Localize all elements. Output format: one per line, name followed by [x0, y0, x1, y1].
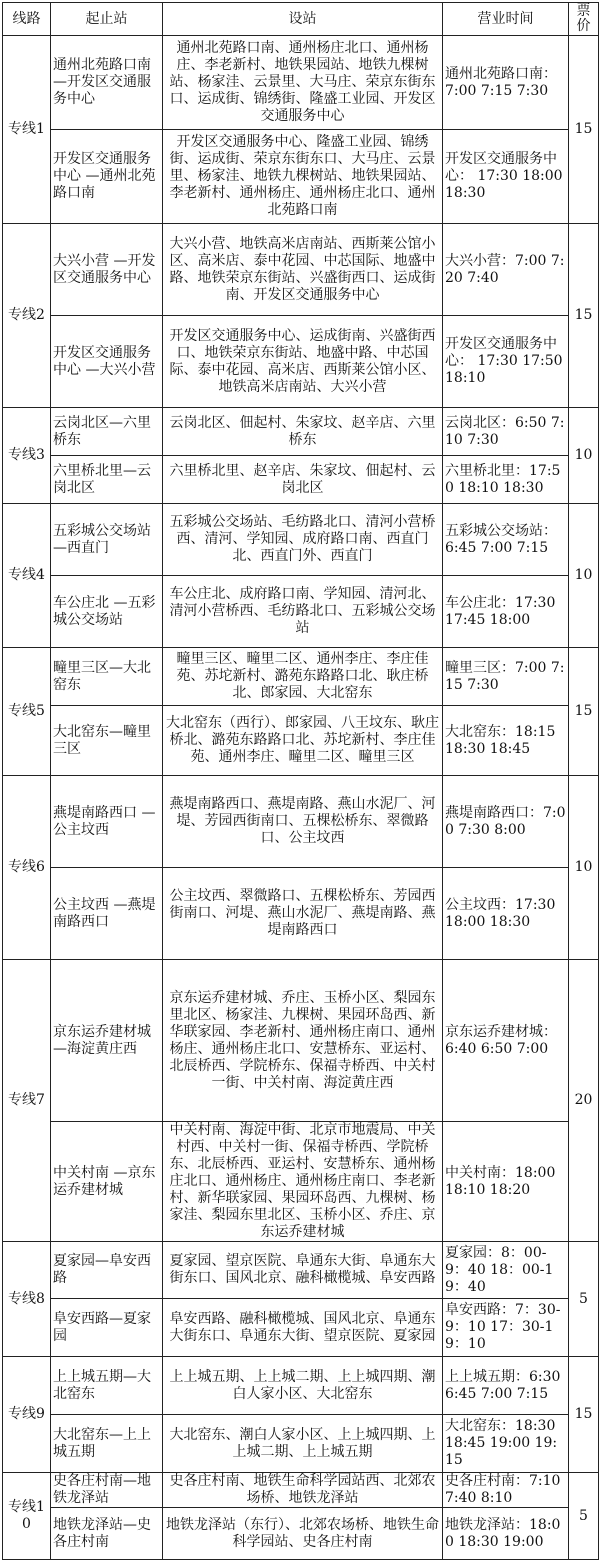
terminals-cell: 疃里三区—大北窑东: [51, 648, 163, 706]
hours-cell: 阜安西路：7：30-9：10 17：30-19：10: [443, 1299, 569, 1357]
price-cell: 15: [569, 1357, 599, 1473]
stops-cell: 史各庄村南、地铁生命科学园站西、北郊农场桥、地铁龙泽站: [163, 1473, 443, 1508]
hours-cell: 公主坟西：17:30 18:00 18:30: [443, 868, 569, 960]
hours-cell: 夏家园：8：00-9：40 18：00-19：40: [443, 1242, 569, 1299]
line-name-cell: 专线5: [3, 648, 51, 776]
stops-cell: 燕堤南路西口、燕堤南路、燕山水泥厂、河堤、芳园西街南口、五棵松桥东、翠微路口、公主坟西: [163, 776, 443, 868]
line-name-cell: 专线10: [3, 1473, 51, 1560]
stops-cell: 公主坟西、翠微路口、五棵松桥东、芳园西街南口、河堤、燕山水泥厂、燕堤南路、燕堤南路西口: [163, 868, 443, 960]
line-name-cell: 专线8: [3, 1242, 51, 1357]
hours-cell: 上上城五期：6:30 6:45 7:00 7:15: [443, 1357, 569, 1415]
terminals-cell: 夏家园—阜安西路: [51, 1242, 163, 1299]
price-cell: 10: [569, 408, 599, 504]
table-row: [3, 408, 599, 456]
hours-cell: 大北窑东：18:30 18:45 19:00 19:15: [443, 1415, 569, 1473]
stops-cell: 地铁龙泽站（东行）、北郊农场桥、地铁生命科学园站、史各庄村南: [163, 1508, 443, 1560]
stops-cell: 夏家园、望京医院、阜通东大街、阜通东大街东口、国风北京、融科橄榄城、阜安西路: [163, 1242, 443, 1299]
terminals-cell: 五彩城公交场站 —西直门: [51, 504, 163, 576]
hours-cell: 中关村南：18:00 18:10 18:20: [443, 1122, 569, 1242]
table-row: [3, 776, 599, 868]
stops-cell: 疃里三区、疃里二区、通州李庄、李庄佳苑、苏坨新村、潞苑东路路口北、耿庄桥北、郎家园、大北窑东: [163, 648, 443, 706]
terminals-cell: 阜安西路—夏家园: [51, 1299, 163, 1357]
hours-cell: 大兴小营：7:00 7:20 7:40: [443, 224, 569, 316]
terminals-cell: 开发区交通服务中心 —大兴小营: [51, 316, 163, 408]
hours-cell: 开发区交通服务中心： 17:30 18:00 18:30: [443, 130, 569, 224]
table-row: [3, 36, 599, 130]
table-row: [3, 1122, 599, 1242]
price-cell: 20: [569, 960, 599, 1242]
price-cell: 15: [569, 36, 599, 224]
terminals-cell: 燕堤南路西口 —公主坟西: [51, 776, 163, 868]
table-row: [3, 868, 599, 960]
stops-cell: 五彩城公交场站、毛纺路北口、清河小营桥西、清河、学知园、成府路口南、西直门北、西直门外、西直门: [163, 504, 443, 576]
header-row: [3, 3, 599, 36]
stops-cell: 京东运乔建材城、乔庄、玉桥小区、梨园东里北区、杨家洼、九棵树、果园环岛西、新华联家园、李老新村、通州杨庄南口、通州杨庄、通州杨庄北口、安慧桥东、亚运村、北辰桥西、学院桥东、保福寺桥西、中关村一街、中关村南、海淀黄庄西: [163, 960, 443, 1122]
terminals-cell: 京东运乔建材城 —海淀黄庄西: [51, 960, 163, 1122]
table-row: [3, 1415, 599, 1473]
terminals-cell: 云岗北区—六里桥东: [51, 408, 163, 456]
table-row: [3, 706, 599, 776]
stops-cell: 开发区交通服务中心、隆盛工业园、锦绣街、运成街、荣京东街东口、大马庄、云景里、杨家洼、地铁九棵树站、地铁果园站、李老新村、通州杨庄、通州杨庄北口、通州北苑路口南: [163, 130, 443, 224]
hours-cell: 地铁龙泽站：18:00 18:30 19:00: [443, 1508, 569, 1560]
table-row: [3, 1299, 599, 1357]
terminals-cell: 中关村南 —京东运乔建材城: [51, 1122, 163, 1242]
price-cell: 15: [569, 648, 599, 776]
table-row: [3, 648, 599, 706]
terminals-cell: 通州北苑路口南 —开发区交通服务中心: [51, 36, 163, 130]
price-cell: 5: [569, 1242, 599, 1357]
stops-cell: 云岗北区、佃起村、朱家坟、赵辛店、六里桥东: [163, 408, 443, 456]
price-cell: 5: [569, 1473, 599, 1560]
price-cell: 10: [569, 776, 599, 960]
hours-cell: 六里桥北里：17:50 18:10 18:30: [443, 456, 569, 504]
price-cell: 15: [569, 224, 599, 408]
table-row: [3, 316, 599, 408]
terminals-cell: 大兴小营 —开发区交通服务中心: [51, 224, 163, 316]
stops-cell: 开发区交通服务中心、运成街南、兴盛街西口、地铁荣京东街站、地盛中路、中芯国际、泰中花园、高米店、西斯莱公馆小区、地铁高米店南站、大兴小营: [163, 316, 443, 408]
terminals-cell: 上上城五期—大北窑东: [51, 1357, 163, 1415]
hours-cell: 云岗北区：6:50 7:10 7:30: [443, 408, 569, 456]
stops-cell: 大兴小营、地铁高米店南站、西斯莱公馆小区、高米店、泰中花园、中芯国际、地盛中路、地铁荣京东街站、兴盛街西口、运成街南、开发区交通服务中心: [163, 224, 443, 316]
table-row: [3, 1357, 599, 1415]
table-row: [3, 1242, 599, 1299]
line-name-cell: 专线1: [3, 36, 51, 224]
price-cell: 10: [569, 504, 599, 648]
hours-cell: 五彩城公交场站：6:45 7:00 7:15: [443, 504, 569, 576]
stops-cell: 车公庄北、成府路口南、学知园、清河北、清河小营桥西、毛纺路北口、五彩城公交场站: [163, 576, 443, 648]
table-row: [3, 960, 599, 1122]
stops-cell: 大北窑东、潮白人家小区、上上城四期、上上城二期、上上城五期: [163, 1415, 443, 1473]
table-row: [3, 576, 599, 648]
table-row: [3, 1473, 599, 1508]
terminals-cell: 车公庄北 —五彩城公交场站: [51, 576, 163, 648]
stops-cell: 上上城五期、上上城二期、上上城四期、潮白人家小区、大北窑东: [163, 1357, 443, 1415]
table-row: [3, 504, 599, 576]
terminals-cell: 开发区交通服务中心 —通州北苑路口南: [51, 130, 163, 224]
bus-schedule-table: [2, 2, 599, 1560]
terminals-cell: 大北窑东—上上城五期: [51, 1415, 163, 1473]
header-line: 线路: [3, 3, 51, 36]
terminals-cell: 史各庄村南—地铁龙泽站: [51, 1473, 163, 1508]
header-hours: 营业时间: [443, 3, 569, 36]
stops-cell: 大北窑东（西行）、郎家园、八王坟东、耿庄桥北、潞苑东路路口北、苏坨新村、李庄佳苑、通州李庄、疃里二区、疃里三区: [163, 706, 443, 776]
stops-cell: 阜安西路、融科橄榄城、国风北京、阜通东大街东口、阜通东大街、望京医院、夏家园: [163, 1299, 443, 1357]
terminals-cell: 地铁龙泽站—史各庄村南: [51, 1508, 163, 1560]
line-name-cell: 专线7: [3, 960, 51, 1242]
line-name-cell: 专线4: [3, 504, 51, 648]
hours-cell: 燕堤南路西口：7:00 7:30 8:00: [443, 776, 569, 868]
line-name-cell: 专线2: [3, 224, 51, 408]
table-row: [3, 1508, 599, 1560]
header-price: 票价: [569, 3, 599, 36]
stops-cell: 中关村南、海淀中街、北京市地震局、中关村西、中关村一街、保福寺桥西、学院桥东、北辰桥西、亚运村、安慧桥东、通州杨庄北口、通州杨庄、通州杨庄南口、李老新村、新华联家园、果园环岛西、九棵树、杨家洼、梨园东里北区、玉桥小区、乔庄、京东运乔建材城: [163, 1122, 443, 1242]
header-stops: 设站: [163, 3, 443, 36]
hours-cell: 疃里三区：7:00 7:15 7:30: [443, 648, 569, 706]
header-terminals: 起止站: [51, 3, 163, 36]
table-row: [3, 456, 599, 504]
line-name-cell: 专线3: [3, 408, 51, 504]
terminals-cell: 公主坟西 —燕堤南路西口: [51, 868, 163, 960]
hours-cell: 开发区交通服务中心： 17:30 17:50 18:10: [443, 316, 569, 408]
table-row: [3, 130, 599, 224]
terminals-cell: 大北窑东—疃里三区: [51, 706, 163, 776]
stops-cell: 通州北苑路口南、通州杨庄北口、通州杨庄、李老新村、地铁果园站、地铁九棵树站、杨家洼、云景里、大马庄、荣京东街东口、运成街、锦绣街、隆盛工业园、开发区交通服务中心: [163, 36, 443, 130]
hours-cell: 大北窑东：18:15 18:30 18:45: [443, 706, 569, 776]
table-row: [3, 224, 599, 316]
hours-cell: 史各庄村南：7:10 7:40 8:10: [443, 1473, 569, 1508]
hours-cell: 京东运乔建材城：6:40 6:50 7:00: [443, 960, 569, 1122]
hours-cell: 通州北苑路口南：7:00 7:15 7:30: [443, 36, 569, 130]
terminals-cell: 六里桥北里—云岗北区: [51, 456, 163, 504]
hours-cell: 车公庄北：17:30 17:45 18:00: [443, 576, 569, 648]
stops-cell: 六里桥北里、赵辛店、朱家坟、佃起村、云岗北区: [163, 456, 443, 504]
line-name-cell: 专线6: [3, 776, 51, 960]
line-name-cell: 专线9: [3, 1357, 51, 1473]
